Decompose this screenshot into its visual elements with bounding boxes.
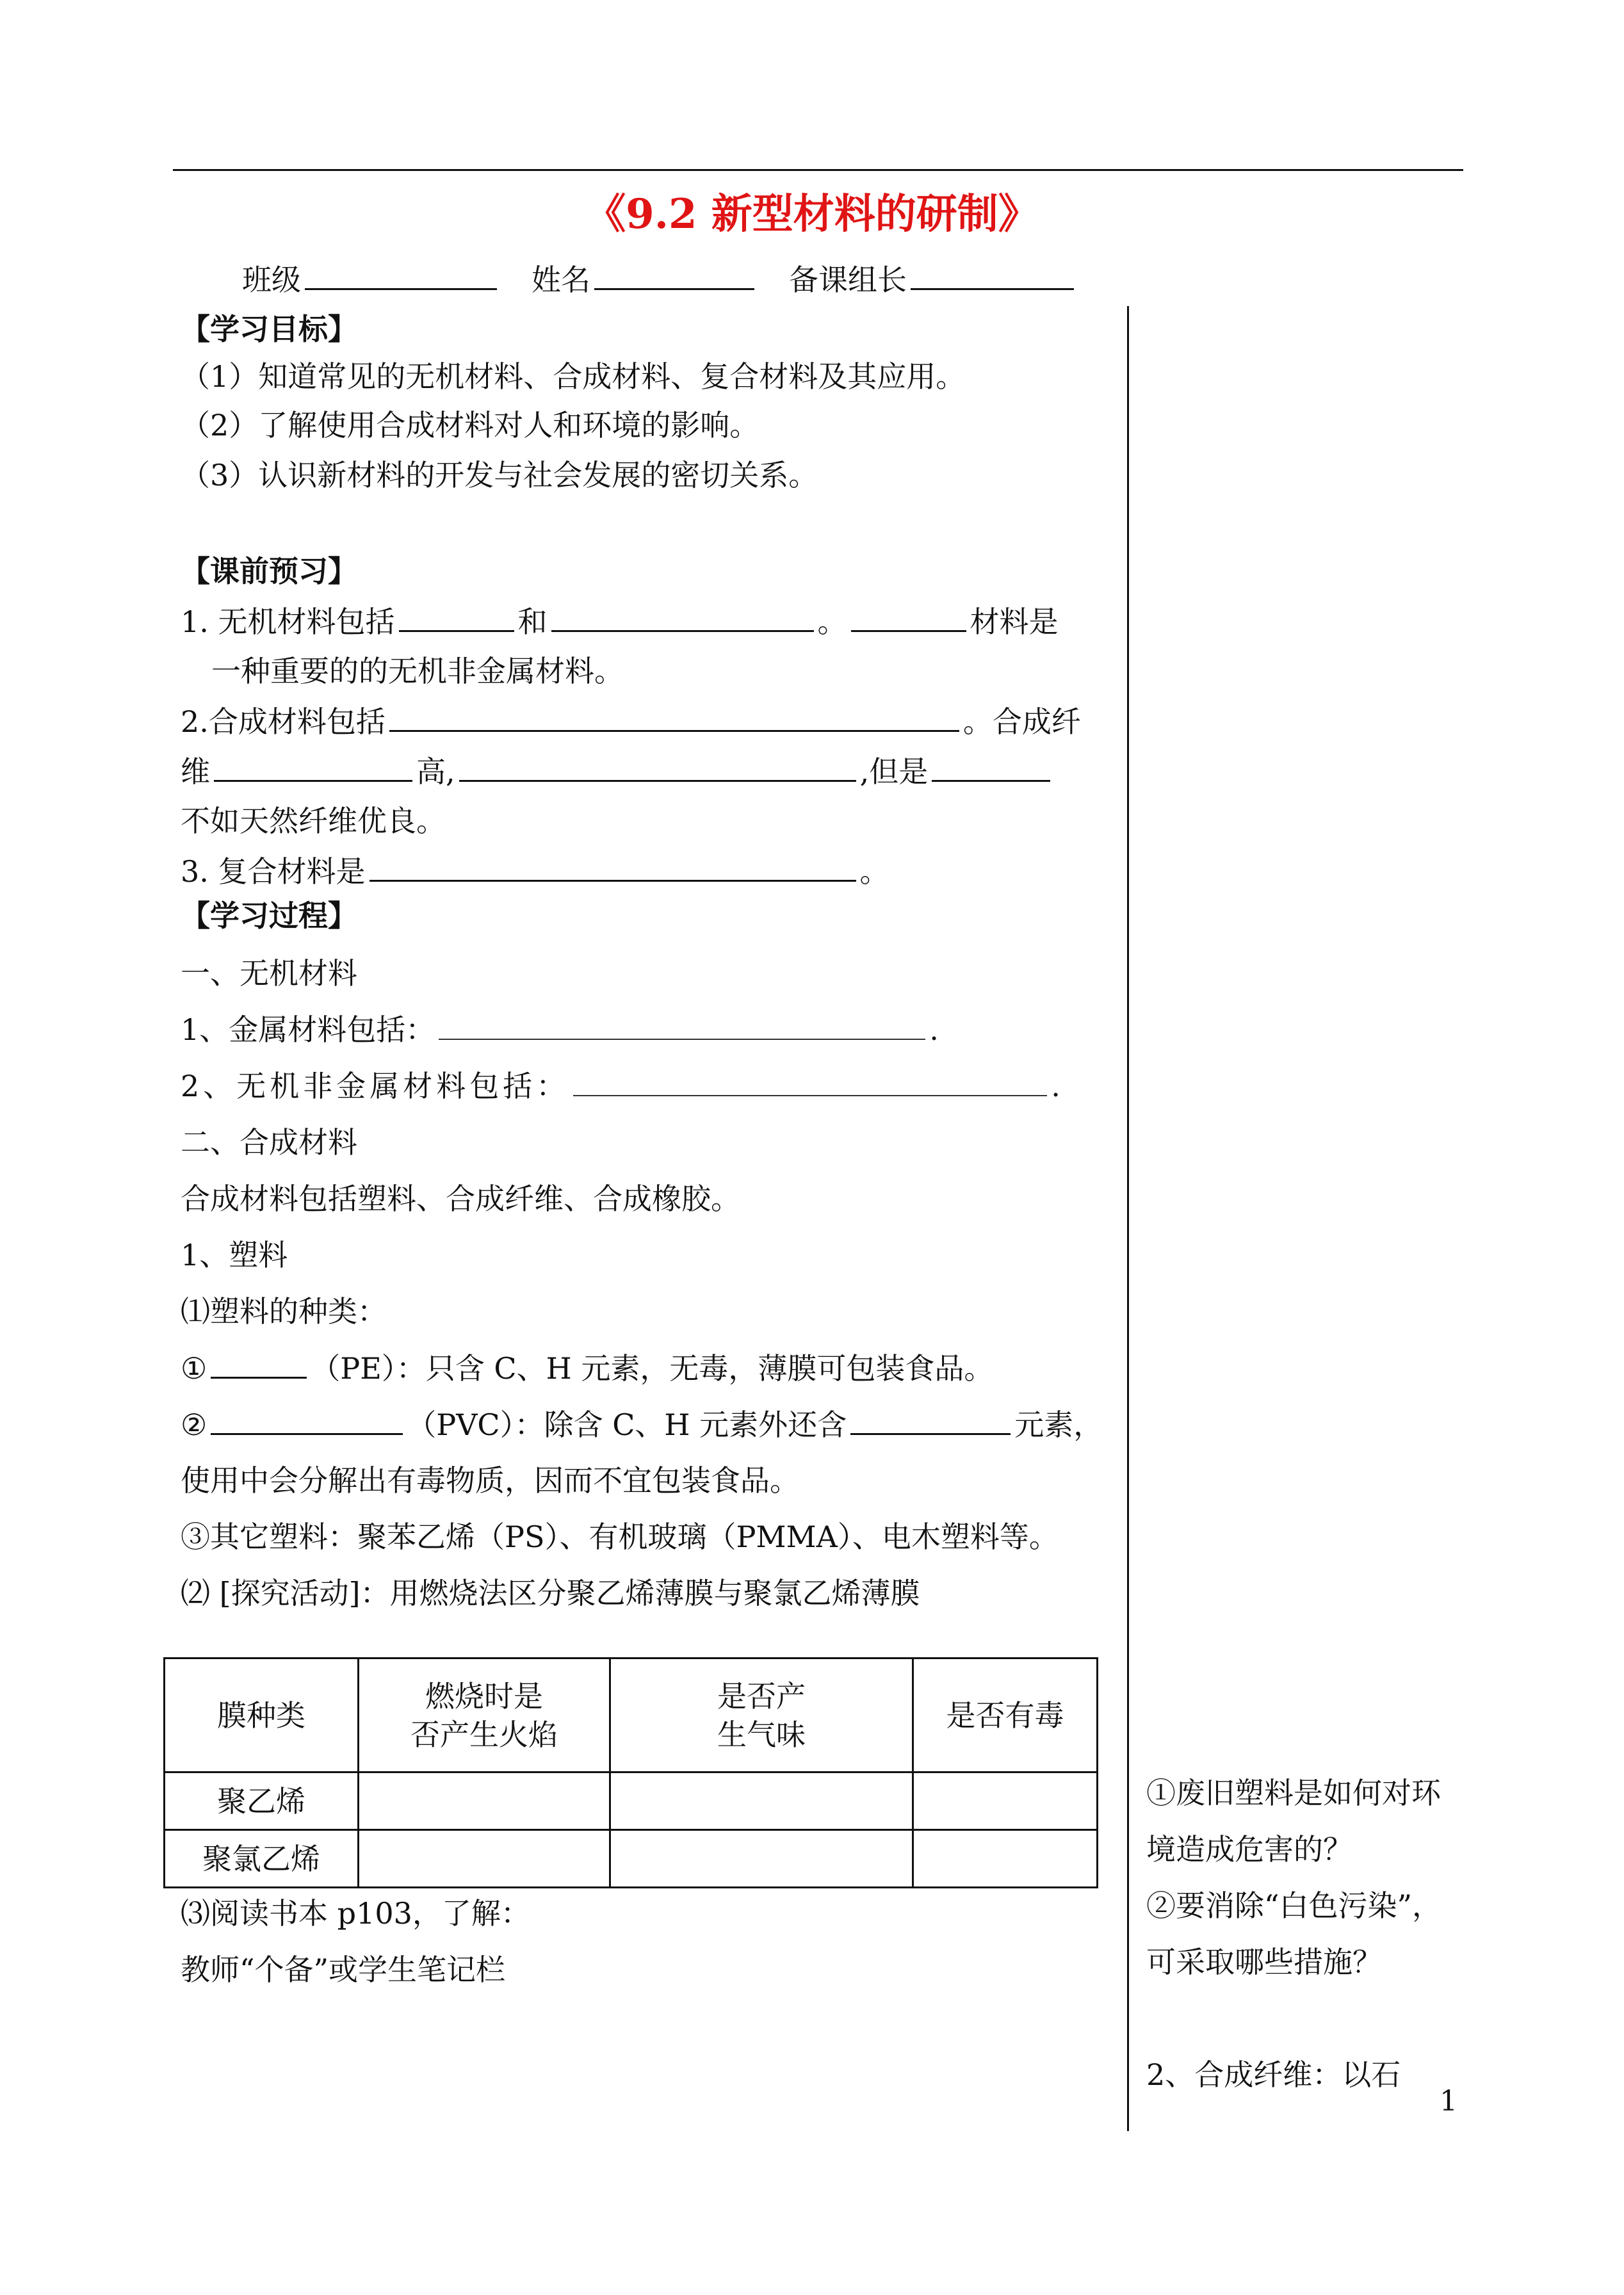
pvc-line-2: 使用中会分解出有毒物质，因而不宜包装食品。: [181, 1463, 799, 1498]
pvc-line: ② （PVC）：除含 C、H 元素外还含 元素，: [181, 1405, 1103, 1444]
side-note-1: ①废旧塑料是如何对环境造成危害的？: [1146, 1776, 1441, 1867]
class-blank[interactable]: [305, 260, 497, 290]
fill-blank[interactable]: [551, 602, 814, 632]
top-rule: [173, 169, 1463, 171]
preview-q2-line3: 不如天然纤维优良。: [181, 804, 446, 838]
objective-item: （3）认识新材料的开发与社会发展的密切关系。: [181, 458, 818, 492]
preview-q1-line1: 1. 无机材料包括 和 。 材料是: [181, 602, 1059, 641]
section-synthetic: 二、合成材料: [181, 1125, 357, 1160]
fill-blank[interactable]: [214, 752, 412, 782]
nonmetal-materials-line: 2、无机非金属材料包括： .: [181, 1067, 1064, 1105]
table-header-cell: 燃烧时是 否产生火焰: [359, 1658, 610, 1772]
fill-blank[interactable]: [439, 1010, 925, 1040]
page-number: 1: [1440, 2085, 1458, 2118]
objectives-heading: 【学习目标】: [181, 312, 357, 346]
table-cell[interactable]: [359, 1772, 610, 1830]
metal-materials-line: 1、金属材料包括： .: [181, 1010, 939, 1049]
table-header-cell: 是否产 生气味: [610, 1658, 913, 1772]
fill-blank[interactable]: [369, 852, 856, 882]
notes-column-label: 教师“个备”或学生笔记栏: [181, 1952, 506, 1987]
name-blank[interactable]: [594, 260, 754, 290]
preview-q2-line2: 维 高, ,但是: [181, 752, 1054, 791]
table-cell[interactable]: [359, 1830, 610, 1888]
objective-item: （1）知道常见的无机材料、合成材料、复合材料及其应用。: [181, 359, 966, 394]
leader-label: 备课组长: [789, 263, 907, 297]
page-title: 《9.2 新型材料的研制》: [585, 190, 1039, 238]
table-cell: 聚氯乙烯: [165, 1830, 359, 1888]
film-comparison-table: [163, 1657, 1098, 1888]
table-cell[interactable]: [610, 1830, 913, 1888]
fill-blank[interactable]: [211, 1349, 307, 1379]
fill-blank[interactable]: [399, 602, 514, 632]
process-heading: 【学习过程】: [181, 898, 357, 933]
reading-line: ⑶阅读书本 p103，了解：: [181, 1896, 530, 1931]
preview-q1-line2: 一种重要的的无机非金属材料。: [211, 654, 624, 688]
plastic-heading: 1、塑料: [181, 1238, 288, 1272]
activity-line: ⑵ [探究活动]：用燃烧法区分聚乙烯薄膜与聚氯乙烯薄膜: [181, 1576, 920, 1610]
pe-line: ① （PE）：只含 C、H 元素，无毒，薄膜可包装食品。: [181, 1349, 993, 1388]
preview-q2-line1: 2.合成材料包括 。合成纤: [181, 702, 1081, 741]
synthetic-intro: 合成材料包括塑料、合成纤维、合成橡胶。: [181, 1181, 740, 1216]
table-cell[interactable]: [913, 1772, 1098, 1830]
plastic-types: ⑴塑料的种类：: [181, 1294, 387, 1329]
notes-column-divider: [1127, 306, 1129, 2131]
fill-blank[interactable]: [932, 752, 1050, 782]
side-note-2: ②要消除“白色污染”，可采取哪些措施？: [1146, 1888, 1442, 1979]
section-inorganic: 一、无机材料: [181, 956, 357, 991]
preview-heading: 【课前预习】: [181, 554, 357, 588]
table-header-row: [165, 1658, 1098, 1772]
table-row: [165, 1772, 1098, 1830]
other-plastics: ③其它塑料：聚苯乙烯（PS）、有机玻璃（PMMA）、电木塑料等。: [181, 1520, 1059, 1554]
objective-item: （2）了解使用合成材料对人和环境的影响。: [181, 408, 759, 442]
table-header-cell: 是否有毒: [913, 1658, 1098, 1772]
fill-blank[interactable]: [389, 702, 959, 732]
header-fields: [242, 260, 1078, 299]
fill-blank[interactable]: [850, 1405, 1011, 1435]
table-row: [165, 1830, 1098, 1888]
fill-blank[interactable]: [211, 1405, 403, 1435]
side-note-3: 2、合成纤维：以石: [1146, 2057, 1401, 2092]
table-header-cell: 膜种类: [165, 1658, 359, 1772]
table-cell[interactable]: [610, 1772, 913, 1830]
class-label: 班级: [242, 263, 301, 297]
name-label: 姓名: [532, 263, 590, 297]
leader-blank[interactable]: [911, 260, 1074, 290]
table-cell: 聚乙烯: [165, 1772, 359, 1830]
fill-blank[interactable]: [459, 752, 856, 782]
fill-blank[interactable]: [851, 602, 966, 632]
preview-q3: 3. 复合材料是 。: [181, 852, 889, 891]
table-cell[interactable]: [913, 1830, 1098, 1888]
fill-blank[interactable]: [573, 1067, 1047, 1096]
